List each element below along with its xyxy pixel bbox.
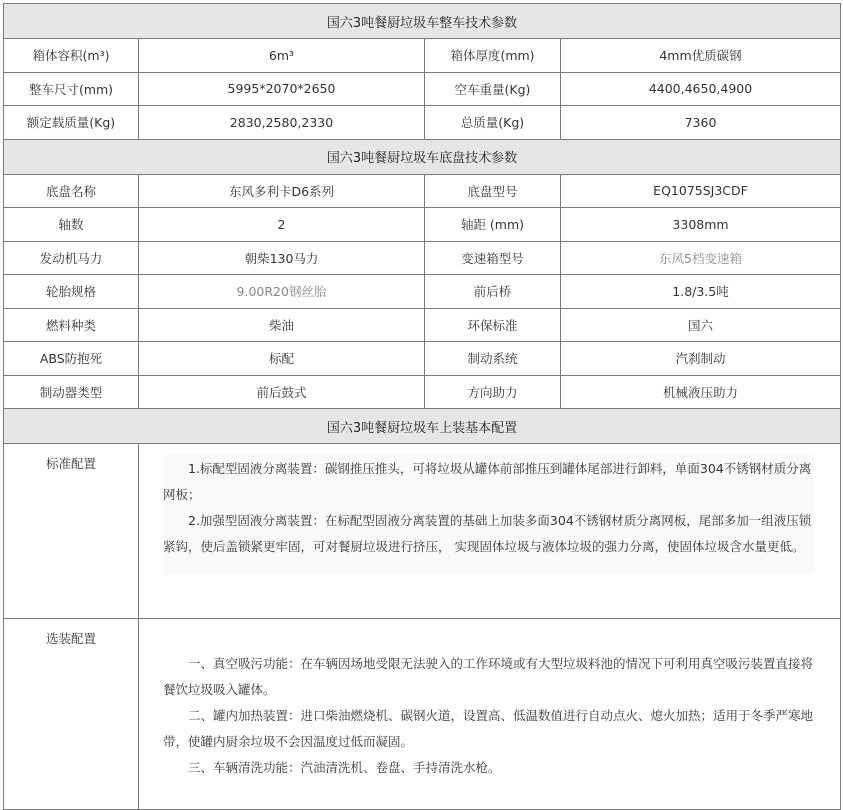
optional-config-label: 选装配置: [4, 619, 139, 810]
table-row: [4, 241, 841, 275]
param-label: 整车尺寸(mm): [4, 72, 139, 106]
param-label: 空车重量(Kg): [425, 72, 561, 106]
param-value: 4mm优质碳钢: [561, 39, 841, 73]
param-value: 前后鼓式: [139, 375, 425, 409]
param-value: EQ1075SJ3CDF: [561, 174, 841, 208]
table-row: [4, 375, 841, 409]
param-label: 燃料种类: [4, 308, 139, 342]
param-label: 制动系统: [425, 342, 561, 376]
standard-config-item: 2.加强型固液分离装置：在标配型固液分离装置的基础上加装多面304不锈钢材质分离网板，尾部多加一组液压锁紧钩，使后盖锁紧更牢固，可对餐厨垃圾进行挤压， 实现固体垃圾与液体垃圾的强力分离，使固体垃圾含水量更低。: [163, 513, 812, 554]
param-label: 底盘名称: [4, 174, 139, 208]
param-label: 箱体容积(m³): [4, 39, 139, 73]
param-value: 2: [139, 208, 425, 242]
param-value: 9.00R20钢丝胎: [139, 275, 425, 309]
param-value: 1.8/3.5吨: [561, 275, 841, 309]
param-label: ABS防抱死: [4, 342, 139, 376]
table-row: [4, 174, 841, 208]
table-row: [4, 342, 841, 376]
param-value: 汽刹制动: [561, 342, 841, 376]
param-value: 4400,4650,4900: [561, 72, 841, 106]
param-label: 前后桥: [425, 275, 561, 309]
table-row: [4, 208, 841, 242]
param-value: 柴油: [139, 308, 425, 342]
param-value: 机械液压助力: [561, 375, 841, 409]
param-label: 箱体厚度(mm): [425, 39, 561, 73]
table-row: [4, 308, 841, 342]
vehicle-section-title: 国六3吨餐厨垃圾车整车技术参数: [4, 4, 841, 39]
upper-section-title: 国六3吨餐厨垃圾车上装基本配置: [4, 409, 841, 444]
param-label: 轮胎规格: [4, 275, 139, 309]
param-label: 轴距 (mm): [425, 208, 561, 242]
table-row: [4, 72, 841, 106]
optional-config-item: 二、罐内加热装置：进口柴油燃烧机、碳钢火道，设置高、低温数值进行自动点火、熄火加热；适用于冬季严寒地带，使罐内厨余垃圾不会因温度过低而凝固。: [163, 708, 814, 749]
param-value: 7360: [561, 106, 841, 140]
param-value: 东风5档变速箱: [561, 241, 841, 275]
param-label: 发动机马力: [4, 241, 139, 275]
param-value: 5995*2070*2650: [139, 72, 425, 106]
upper-section-header: [4, 409, 841, 444]
param-label: 变速箱型号: [425, 241, 561, 275]
standard-config-row: [4, 444, 841, 619]
param-value: 朝柴130马力: [139, 241, 425, 275]
param-label: 方向助力: [425, 375, 561, 409]
table-row: [4, 106, 841, 140]
param-value: 东风多利卡D6系列: [139, 174, 425, 208]
optional-config-item: 一、真空吸污功能：在车辆因场地受限无法驶入的工作环境或有大型垃圾料池的情况下可利用真空吸污装置直接将餐饮垃圾吸入罐体。: [163, 656, 814, 697]
param-label: 底盘型号: [425, 174, 561, 208]
optional-config-text: [163, 627, 814, 781]
param-label: 制动器类型: [4, 375, 139, 409]
standard-config-content: [139, 444, 841, 619]
param-label: 环保标准: [425, 308, 561, 342]
param-label: 轴数: [4, 208, 139, 242]
param-value: 3308mm: [561, 208, 841, 242]
table-row: [4, 275, 841, 309]
spec-table: [3, 3, 841, 810]
chassis-section-header: [4, 139, 841, 174]
standard-config-text: [163, 454, 814, 574]
optional-config-content: [139, 619, 841, 810]
optional-config-row: [4, 619, 841, 810]
optional-config-item: 三、车辆清洗功能：汽油清洗机、卷盘、手持清洗水枪。: [188, 760, 501, 775]
param-value: 6m³: [139, 39, 425, 73]
standard-config-label: 标准配置: [4, 444, 139, 619]
chassis-section-title: 国六3吨餐厨垃圾车底盘技术参数: [4, 139, 841, 174]
param-value: 国六: [561, 308, 841, 342]
standard-config-item: 1.标配型固液分离装置：碳钢推压推头，可将垃圾从罐体前部推压到罐体尾部进行卸料，单面304不锈钢材质分离网板；: [163, 461, 812, 502]
param-value: 标配: [139, 342, 425, 376]
param-label: 总质量(Kg): [425, 106, 561, 140]
param-label: 额定载质量(Kg): [4, 106, 139, 140]
param-value: 2830,2580,2330: [139, 106, 425, 140]
vehicle-section-header: [4, 4, 841, 39]
table-row: [4, 39, 841, 73]
